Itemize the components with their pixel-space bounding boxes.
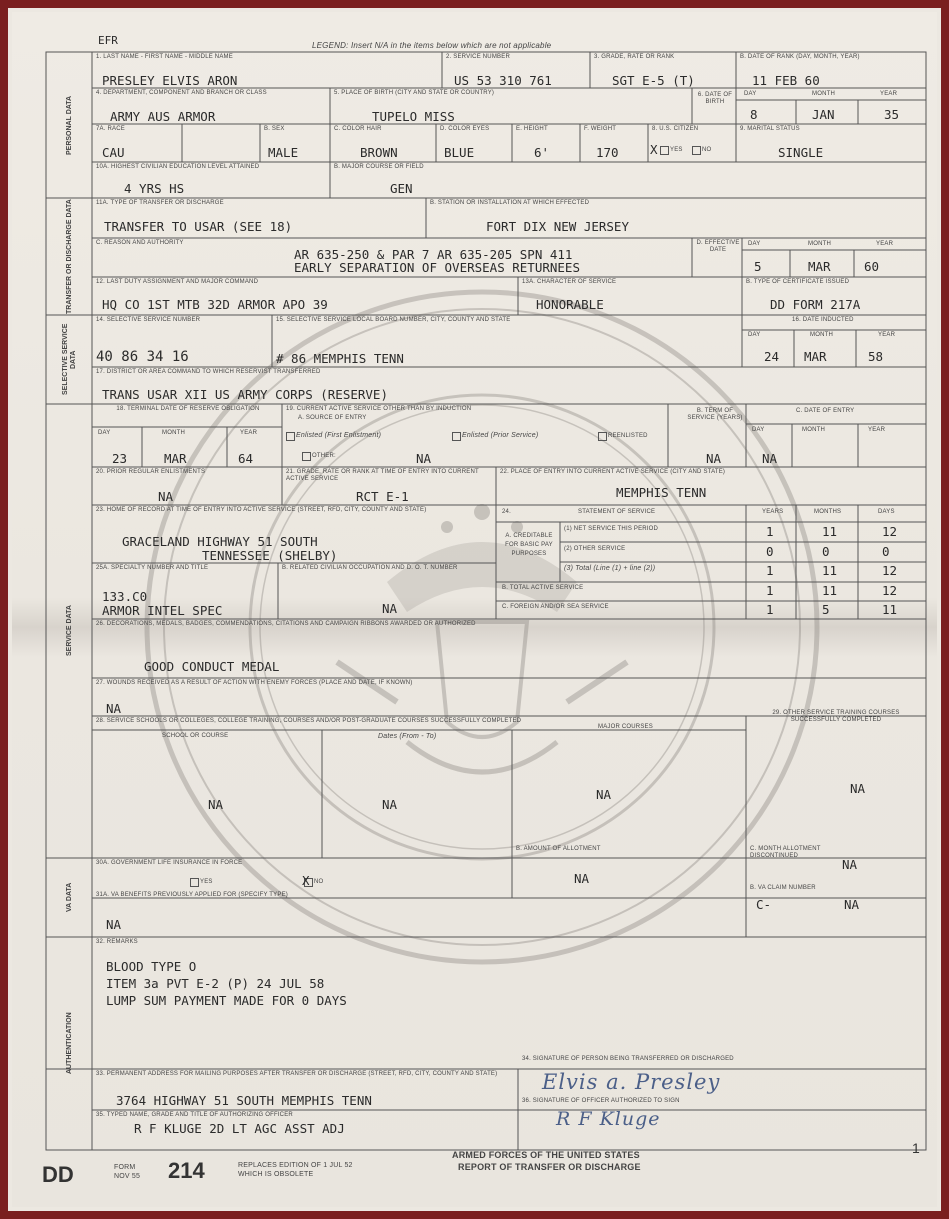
value-place-of-birth: TUPELO MISS	[372, 109, 455, 124]
value-ind-year: 58	[868, 349, 884, 364]
label-district: 17. DISTRICT OR AREA COMMAND TO WHICH RESERVIST TRANSFERRED	[96, 369, 321, 375]
label-education: 10A. HIGHEST CIVILIAN EDUCATION LEVEL ATTAINED	[96, 164, 260, 170]
value-dob-month: JAN	[812, 107, 835, 122]
value-net-service-years: 1	[766, 524, 774, 539]
value-foreign-service-months: 5	[822, 602, 830, 617]
insurance-yes-checkbox	[190, 878, 199, 887]
value-entry-date: NA	[762, 451, 778, 466]
value-local-board: # 86 MEMPHIS TENN	[276, 351, 404, 366]
label-terminal-date: 18. TERMINAL DATE OF RESERVE OBLIGATION	[116, 406, 260, 412]
value-net-service-months: 11	[822, 524, 838, 539]
value-permanent-address: 3764 HIGHWAY 51 SOUTH MEMPHIS TENN	[116, 1093, 372, 1108]
label-citizen-no: NO	[702, 147, 712, 153]
label-ind-day: DAY	[748, 332, 761, 338]
reenlisted-checkbox	[598, 432, 607, 441]
document-frame	[8, 8, 941, 1211]
footer-page-number: 1	[912, 1140, 920, 1156]
value-va-claim-prefix: C-	[756, 897, 772, 912]
value-weight: 170	[596, 145, 619, 160]
label-wounds: 27. WOUNDS RECEIVED AS A RESULT OF ACTION WITH ENEMY FORCES (PLACE AND DATE, IF KNOWN)	[96, 680, 413, 686]
value-height: 6'	[534, 145, 550, 160]
value-place-entry: MEMPHIS TENN	[616, 485, 707, 500]
value-source-entry: NA	[416, 451, 432, 466]
label-enlisted-prior: Enlisted (Prior Service)	[462, 432, 539, 439]
value-race: CAU	[102, 145, 125, 160]
label-station: B. STATION OR INSTALLATION AT WHICH EFFECTED	[430, 200, 590, 206]
label-prior-enlistments: 20. PRIOR REGULAR ENLISTMENTS	[96, 469, 206, 475]
label-citizen-yes: YES	[670, 147, 683, 153]
label-dob-month: MONTH	[812, 91, 835, 97]
value-total-months: 11	[822, 563, 838, 578]
value-character: HONORABLE	[536, 297, 604, 312]
label-allotment: B. AMOUNT OF ALLOTMENT	[516, 846, 601, 852]
value-ind-month: MAR	[804, 349, 827, 364]
label-term-service: B. TERM OF SERVICE (YEARS)	[687, 408, 743, 421]
value-other-training: NA	[850, 781, 866, 796]
value-other-service-months: 0	[822, 544, 830, 559]
label-date-inducted: 16. DATE INDUCTED	[792, 317, 854, 323]
section-personal-data: PERSONAL DATA	[66, 95, 73, 155]
value-va-claim: NA	[844, 897, 860, 912]
footer-title-line1: ARMED FORCES OF THE UNITED STATES	[452, 1150, 640, 1160]
value-school: NA	[208, 797, 224, 812]
value-term-year: 64	[238, 451, 254, 466]
label-local-board: 15. SELECTIVE SERVICE LOCAL BOARD NUMBER, CITY, COUNTY AND STATE	[276, 317, 511, 323]
value-remarks-line3: LUMP SUM PAYMENT MADE FOR 0 DAYS	[106, 993, 347, 1008]
value-dob-year: 35	[884, 107, 900, 122]
value-foreign-service-years: 1	[766, 602, 774, 617]
section-service-data: SERVICE DATA	[66, 605, 73, 657]
footer-form-date: NOV 55	[114, 1173, 141, 1180]
value-date-of-rank: 11 FEB 60	[752, 73, 820, 88]
label-home-of-record: 23. HOME OF RECORD AT TIME OF ENTRY INTO ACTIVE SERVICE (STREET, RFD, CITY, COUNTY AND STATE)	[96, 507, 427, 513]
label-decorations: 26. DECORATIONS, MEDALS, BADGES, COMMENDATIONS, CITATIONS AND CAMPAIGN RIBBONS AWARDED OR AUTHORIZED	[96, 621, 476, 627]
footer-title-line2: REPORT OF TRANSFER OR DISCHARGE	[458, 1162, 641, 1172]
value-ind-day: 24	[764, 349, 780, 364]
label-entry-day: DAY	[752, 427, 765, 433]
enlisted-first-checkbox	[286, 432, 295, 441]
value-district: TRANS USAR XII US ARMY CORPS (RESERVE)	[102, 387, 388, 402]
value-term-month: MAR	[164, 451, 187, 466]
label-dates-from-to: Dates (From - To)	[378, 733, 437, 740]
label-va-benefits: 31A. VA BENEFITS PREVIOUSLY APPLIED FOR (SPECIFY TYPE)	[96, 892, 288, 898]
label-date-of-rank: B. DATE OF RANK (DAY, MONTH, YEAR)	[740, 54, 860, 60]
label-signature-person: 34. SIGNATURE OF PERSON BEING TRANSFERRED OR DISCHARGED	[522, 1056, 734, 1062]
label-years: YEARS	[762, 509, 784, 515]
label-other: OTHER:	[312, 453, 336, 459]
value-citizen-mark: X	[650, 142, 658, 157]
value-reason-line2: EARLY SEPARATION OF OVERSEAS RETURNEES	[294, 260, 580, 275]
value-authorizing-officer: R F KLUGE 2D LT AGC ASST ADJ	[134, 1121, 345, 1136]
footer-replaces: REPLACES EDITION OF 1 JUL 52	[238, 1162, 353, 1169]
citizen-yes-checkbox	[660, 146, 669, 155]
label-dob-year: YEAR	[880, 91, 898, 97]
value-term-day: 23	[112, 451, 128, 466]
label-ss-number: 14. SELECTIVE SERVICE NUMBER	[96, 317, 201, 323]
label-height: E. HEIGHT	[516, 126, 548, 132]
label-entry-month: MONTH	[802, 427, 825, 433]
value-total-active-months: 11	[822, 583, 838, 598]
value-education: 4 YRS HS	[124, 181, 185, 196]
value-va-benefits: NA	[106, 917, 122, 932]
label-last-duty: 12. LAST DUTY ASSIGNMENT AND MAJOR COMMAND	[96, 279, 259, 285]
label-permanent-address: 33. PERMANENT ADDRESS FOR MAILING PURPOSES AFTER TRANSFER OR DISCHARGE (STREET, RFD, CITY, COUNTY AND STATE)	[96, 1071, 498, 1077]
value-home-line2: TENNESSEE (SHELBY)	[202, 548, 338, 563]
value-eff-day: 5	[754, 259, 762, 274]
section-transfer-data: TRANSFER OR DISCHARGE DATA	[66, 199, 73, 314]
value-hair: BROWN	[360, 145, 398, 160]
label-foreign-service: C. FOREIGN AND/OR SEA SERVICE	[502, 604, 609, 610]
legend-text: LEGEND: Insert N/A in the items below which are not applicable	[312, 41, 552, 50]
label-other-training: 29. OTHER SERVICE TRAINING COURSES SUCCESSFULLY COMPLETED	[772, 710, 900, 723]
label-school-course: SCHOOL OR COURSE	[162, 733, 229, 739]
label-source-entry: A. SOURCE OF ENTRY	[298, 415, 367, 421]
value-wounds: NA	[106, 701, 122, 716]
label-major-courses: MAJOR COURSES	[598, 724, 653, 730]
value-term-service: NA	[706, 451, 722, 466]
label-months: MONTHS	[814, 509, 842, 515]
label-grade-entry: 21. GRADE, RATE OR RANK AT TIME OF ENTRY INTO CURRENT ACTIVE SERVICE	[286, 469, 479, 482]
label-enlisted-first: Enlisted (First Enlistment)	[296, 432, 382, 439]
label-effective-date: D. EFFECTIVE DATE	[696, 240, 740, 253]
label-reason: C. REASON AND AUTHORITY	[96, 240, 184, 246]
label-term-day: DAY	[98, 430, 111, 436]
value-service-number: US 53 310 761	[454, 73, 552, 88]
value-last-duty: HQ CO 1ST MTB 32D ARMOR APO 39	[102, 297, 328, 312]
label-date-of-birth: 6. DATE OF BIRTH	[697, 92, 733, 105]
footer-form: FORM	[114, 1164, 136, 1171]
label-creditable: A. CREDITABLE FOR BASIC PAY PURPOSES	[505, 533, 553, 557]
label-signature-officer: 36. SIGNATURE OF OFFICER AUTHORIZED TO SIGN	[522, 1098, 680, 1104]
value-net-service-days: 12	[882, 524, 898, 539]
footer-dd: DD	[42, 1162, 74, 1187]
label-civilian-occupation: B. RELATED CIVILIAN OCCUPATION AND D. O. T. NUMBER	[282, 565, 458, 571]
label-ind-month: MONTH	[810, 332, 833, 338]
label-major: B. MAJOR COURSE OR FIELD	[334, 164, 424, 170]
value-marital: SINGLE	[778, 145, 824, 160]
value-insurance-mark: X	[302, 873, 310, 888]
value-sex: MALE	[268, 145, 299, 160]
label-days: DAYS	[878, 509, 895, 515]
label-reenlisted: REENLISTED	[608, 433, 648, 439]
section-authentication: AUTHENTICATION	[66, 1012, 73, 1075]
value-allotment-discontinued: NA	[842, 857, 858, 872]
value-civilian-occupation: NA	[382, 601, 398, 616]
label-weight: F. WEIGHT	[584, 126, 617, 132]
value-total-active-days: 12	[882, 583, 898, 598]
value-other-service-days: 0	[882, 544, 890, 559]
label-item-24: 24.	[502, 509, 511, 515]
value-eff-month: MAR	[808, 259, 831, 274]
label-eyes: D. COLOR EYES	[440, 126, 490, 132]
label-net-service: (1) NET SERVICE THIS PERIOD	[564, 526, 659, 532]
value-total-days: 12	[882, 563, 898, 578]
footer-form-number: 214	[168, 1158, 205, 1183]
label-place-of-birth: 5. PLACE OF BIRTH (CITY AND STATE OR COUNTRY)	[334, 90, 495, 96]
value-remarks-line1: BLOOD TYPE O	[106, 959, 197, 974]
label-total-active: B. TOTAL ACTIVE SERVICE	[502, 585, 584, 591]
value-specialty-title: ARMOR INTEL SPEC	[102, 603, 223, 618]
label-grade: 3. GRADE, RATE OR RANK	[594, 54, 675, 60]
value-grade-entry: RCT E-1	[356, 489, 409, 504]
label-eff-year: YEAR	[876, 241, 894, 247]
enlisted-prior-checkbox	[452, 432, 461, 441]
value-department: ARMY AUS ARMOR	[110, 109, 216, 124]
value-dates: NA	[382, 797, 398, 812]
label-sex: B. SEX	[264, 126, 285, 132]
value-grade: SGT E-5 (T)	[612, 73, 695, 88]
label-remarks: 32. REMARKS	[96, 939, 138, 945]
value-dob-day: 8	[750, 107, 758, 122]
value-total-active-years: 1	[766, 583, 774, 598]
label-other-service: (2) OTHER SERVICE	[564, 546, 626, 552]
label-va-claim: B. VA CLAIM NUMBER	[750, 885, 816, 891]
label-service-schools: 28. SERVICE SCHOOLS OR COLLEGES, COLLEGE TRAINING, COURSES AND/OR POST-GRADUATE COURSES SUCCESSFULLY COMPLETED	[96, 718, 522, 724]
value-transfer-type: TRANSFER TO USAR (SEE 18)	[104, 219, 293, 234]
label-name: 1. LAST NAME - FIRST NAME - MIDDLE NAME	[96, 54, 233, 60]
value-reason-line1: AR 635-250 & PAR 7 AR 635-205 SPN 411	[294, 247, 573, 262]
value-station: FORT DIX NEW JERSEY	[486, 219, 629, 234]
label-current-service: 19. CURRENT ACTIVE SERVICE OTHER THAN BY INDUCTION	[286, 406, 472, 412]
value-major: GEN	[390, 181, 413, 196]
value-name: PRESLEY ELVIS ARON	[102, 73, 238, 88]
value-foreign-service-days: 11	[882, 602, 898, 617]
value-remarks-line2: ITEM 3a PVT E-2 (P) 24 JUL 58	[106, 976, 325, 991]
label-certificate: B. TYPE OF CERTIFICATE ISSUED	[746, 279, 850, 285]
label-entry-year: YEAR	[868, 427, 886, 433]
label-department: 4. DEPARTMENT, COMPONENT AND BRANCH OR CLASS	[96, 90, 267, 96]
value-total-years: 1	[766, 563, 774, 578]
citizen-no-checkbox	[692, 146, 701, 155]
label-eff-day: DAY	[748, 241, 761, 247]
value-major-courses: NA	[596, 787, 612, 802]
label-place-entry: 22. PLACE OF ENTRY INTO CURRENT ACTIVE SERVICE (CITY AND STATE)	[500, 469, 726, 475]
signature-elvis-presley: Elvis a. Presley	[542, 1070, 721, 1094]
label-insurance: 30A. GOVERNMENT LIFE INSURANCE IN FORCE	[96, 860, 243, 866]
label-authorizing-officer: 35. TYPED NAME, GRADE AND TITLE OF AUTHORIZING OFFICER	[96, 1112, 293, 1118]
label-dob-day: DAY	[744, 91, 757, 97]
label-race: 7A. RACE	[96, 126, 125, 132]
label-service-number: 2. SERVICE NUMBER	[446, 54, 510, 60]
value-decorations: GOOD CONDUCT MEDAL	[144, 659, 280, 674]
label-ind-year: YEAR	[878, 332, 896, 338]
value-eff-year: 60	[864, 259, 880, 274]
label-marital: 9. MARITAL STATUS	[740, 126, 800, 132]
label-eff-month: MONTH	[808, 241, 831, 247]
value-eyes: BLUE	[444, 145, 475, 160]
dd214-form	[12, 12, 937, 1207]
value-other-service-years: 0	[766, 544, 774, 559]
label-date-entry: C. DATE OF ENTRY	[796, 408, 855, 414]
label-term-month: MONTH	[162, 430, 185, 436]
label-term-year: YEAR	[240, 430, 258, 436]
value-certificate: DD FORM 217A	[770, 297, 861, 312]
value-home-line1: GRACELAND HIGHWAY 51 SOUTH	[122, 534, 318, 549]
signature-rf-kluge: R F Kluge	[556, 1108, 661, 1130]
label-citizen: 8. U.S. CITIZEN	[652, 126, 699, 132]
value-prior-enlistments: NA	[158, 489, 174, 504]
label-statement-of-service: STATEMENT OF SERVICE	[578, 509, 656, 515]
value-specialty-number: 133.C0	[102, 589, 148, 604]
label-total: (3) Total (Line (1) + line (2))	[564, 565, 656, 572]
label-character: 13A. CHARACTER OF SERVICE	[522, 279, 617, 285]
section-selective-service: SELECTIVE SERVICE DATA	[62, 323, 77, 396]
other-checkbox	[302, 452, 311, 461]
value-ss-number: 40 86 34 16	[96, 349, 189, 365]
label-transfer-type: 11A. TYPE OF TRANSFER OR DISCHARGE	[96, 200, 224, 206]
corner-code: EFR	[98, 34, 118, 47]
value-allotment: NA	[574, 871, 590, 886]
label-allotment-discontinued: C. MONTH ALLOTMENT DISCONTINUED	[750, 846, 821, 859]
label-insurance-no: NO	[314, 879, 324, 885]
footer-obsolete: WHICH IS OBSOLETE	[238, 1171, 314, 1178]
label-hair: C. COLOR HAIR	[334, 126, 382, 132]
label-insurance-yes: YES	[200, 879, 213, 885]
section-va-data: VA DATA	[66, 882, 73, 913]
label-specialty: 25A. SPECIALTY NUMBER AND TITLE	[96, 565, 209, 571]
